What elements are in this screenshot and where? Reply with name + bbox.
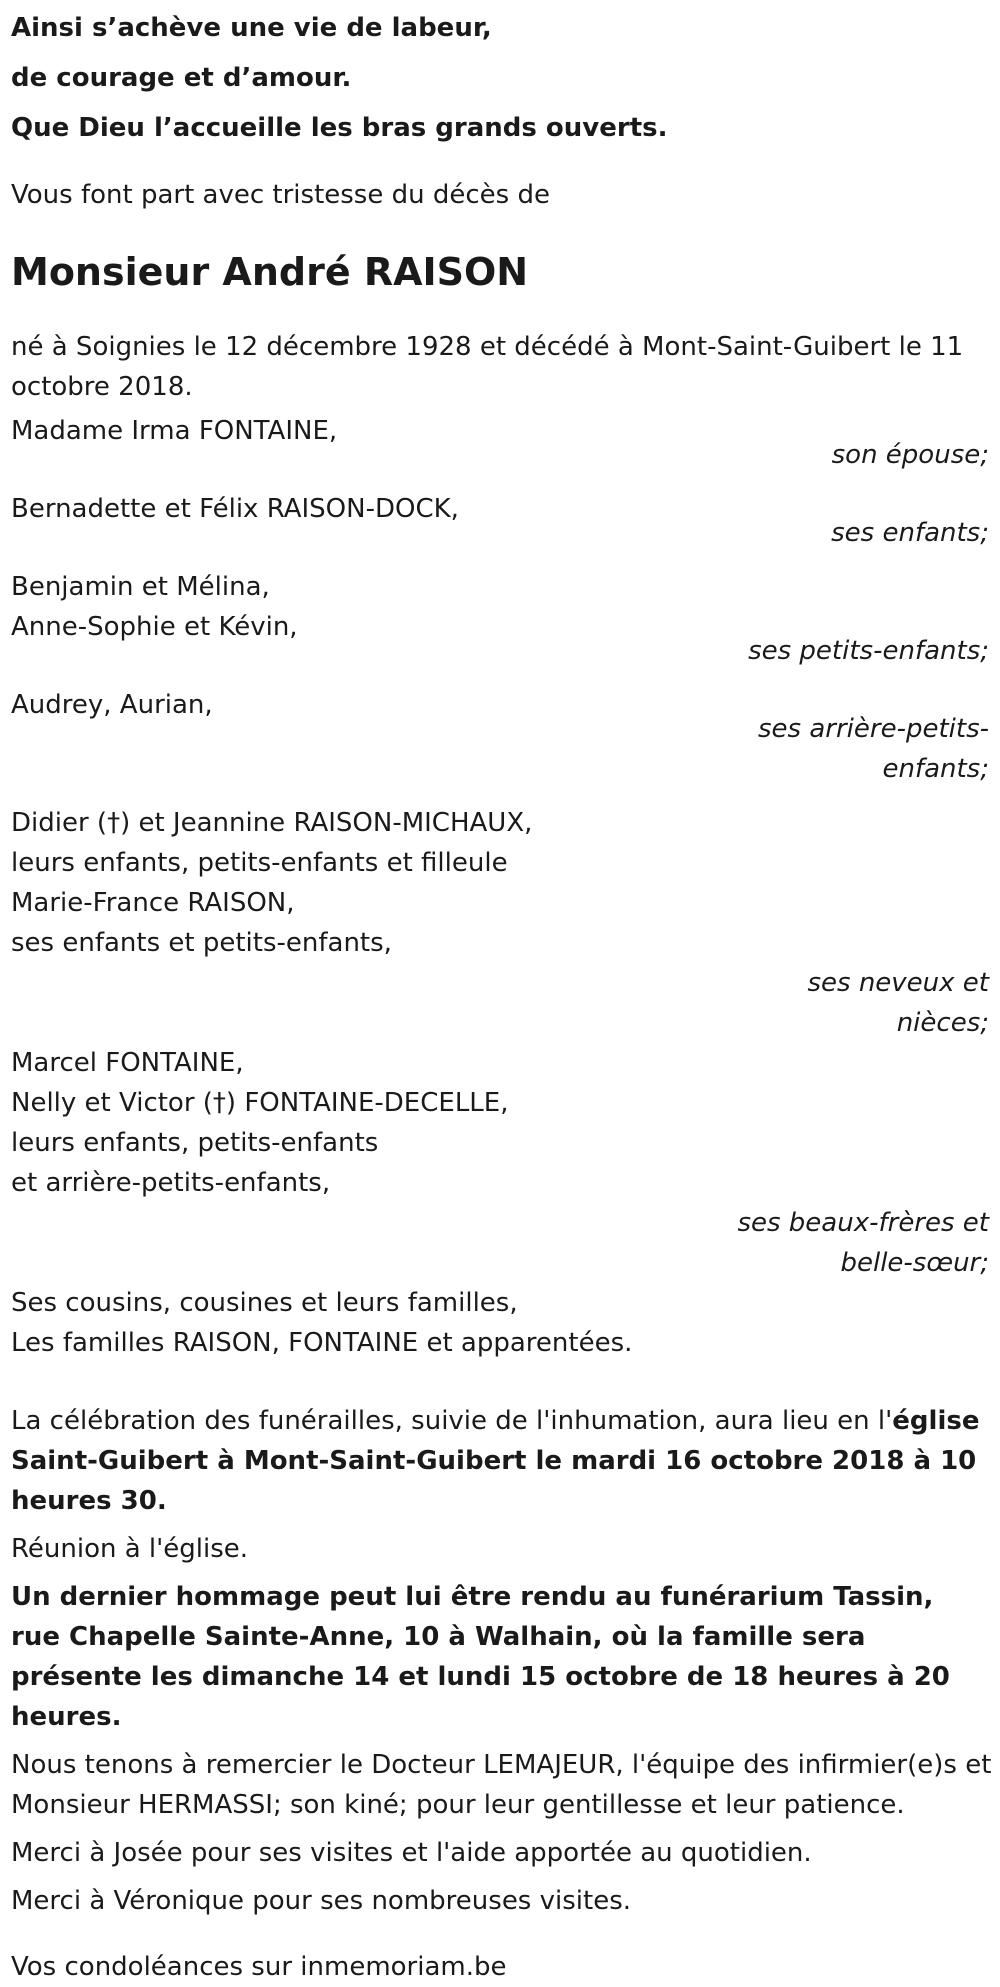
family-relation: nièces;: [896, 1008, 989, 1038]
family-names: Marie-France RAISON,: [11, 888, 295, 918]
ceremony-prefix: La célébration des funérailles, suivie de l'inhumation, aura lieu en l': [11, 1406, 893, 1436]
ceremony-details: église Saint-Guibert à Mont-Saint-Guibert le mardi 16 octobre 2018 à 10 heures 30.: [11, 1406, 980, 1516]
family-names: Didier (†) et Jeannine RAISON-MICHAUX,: [11, 808, 533, 838]
family-names: Madame Irma FONTAINE,: [11, 416, 338, 446]
family-names: Marcel FONTAINE,: [11, 1048, 244, 1078]
epitaph: [11, 0, 989, 153]
family-group-in-laws: [11, 1043, 989, 1283]
extended-family: [11, 1283, 989, 1363]
family-group-children: [11, 489, 989, 553]
family-relation: enfants;: [882, 754, 989, 784]
family-names: Benjamin et Mélina,: [11, 572, 270, 602]
reunion-text: Réunion à l'église.: [11, 1534, 249, 1564]
homage-text: Un dernier hommage peut lui être rendu au funérarium Tassin, rue Chapelle Sainte-Anne, 10 à Walhain, où la famille sera présente les dimanche 14 et lundi 15 octobre de 18 heures à 20 heures.: [11, 1582, 950, 1732]
family-relation: ses neveux et: [807, 968, 989, 998]
ceremony-text: [11, 1401, 991, 1521]
family-names: Nelly et Victor (†) FONTAINE-DECELLE,: [11, 1088, 509, 1118]
extended-family-line: Les familles RAISON, FONTAINE et apparentées.: [11, 1328, 633, 1358]
extended-family-line: Ses cousins, cousines et leurs familles,: [11, 1288, 518, 1318]
deceased-name: Monsieur André RAISON: [11, 250, 529, 294]
birth-death-text: né à Soignies le 12 décembre 1928 et décédé à Mont-Saint-Guibert le 11 octobre 2018.: [11, 332, 964, 402]
family-relation: belle-sœur;: [840, 1248, 989, 1278]
family-relation: ses arrière-petits-: [758, 714, 989, 744]
family-relation: ses enfants;: [831, 518, 989, 548]
family-relation: ses beaux-frères et: [737, 1208, 989, 1238]
family-names: leurs enfants, petits-enfants et filleule: [11, 848, 508, 878]
condolences-text: Vos condoléances sur inmemoriam.be: [11, 1952, 507, 1982]
family-group-nephews-nieces: [11, 803, 989, 1043]
thanks-text: Merci à Josée pour ses visites et l'aide apportée au quotidien.: [11, 1838, 812, 1868]
thanks-text: Merci à Véronique pour ses nombreuses visites.: [11, 1886, 632, 1916]
epitaph-line: Ainsi s’achève une vie de labeur,: [11, 13, 492, 43]
family-names: Bernadette et Félix RAISON-DOCK,: [11, 494, 459, 524]
intro-text: Vous font part avec tristesse du décès de: [11, 180, 550, 210]
family-group-grandchildren: [11, 567, 989, 671]
family-names: ses enfants et petits-enfants,: [11, 928, 392, 958]
epitaph-line: Que Dieu l’accueille les bras grands ouverts.: [11, 113, 668, 143]
family-relation: ses petits-enfants;: [748, 636, 989, 666]
family-relation: son épouse;: [831, 440, 989, 470]
family-group-great-grandchildren: [11, 685, 989, 789]
family-names: Audrey, Aurian,: [11, 690, 213, 720]
thanks-text: Nous tenons à remercier le Docteur LEMAJEUR, l'équipe des infirmier(e)s et Monsieur HERMASSI; son kiné; pour leur gentillesse et leur patience.: [11, 1750, 992, 1820]
family-names: Anne-Sophie et Kévin,: [11, 612, 298, 642]
family-group-spouse: [11, 411, 989, 475]
family-names: et arrière-petits-enfants,: [11, 1168, 331, 1198]
epitaph-line: de courage et d’amour.: [11, 63, 352, 93]
family-names: leurs enfants, petits-enfants: [11, 1128, 379, 1158]
